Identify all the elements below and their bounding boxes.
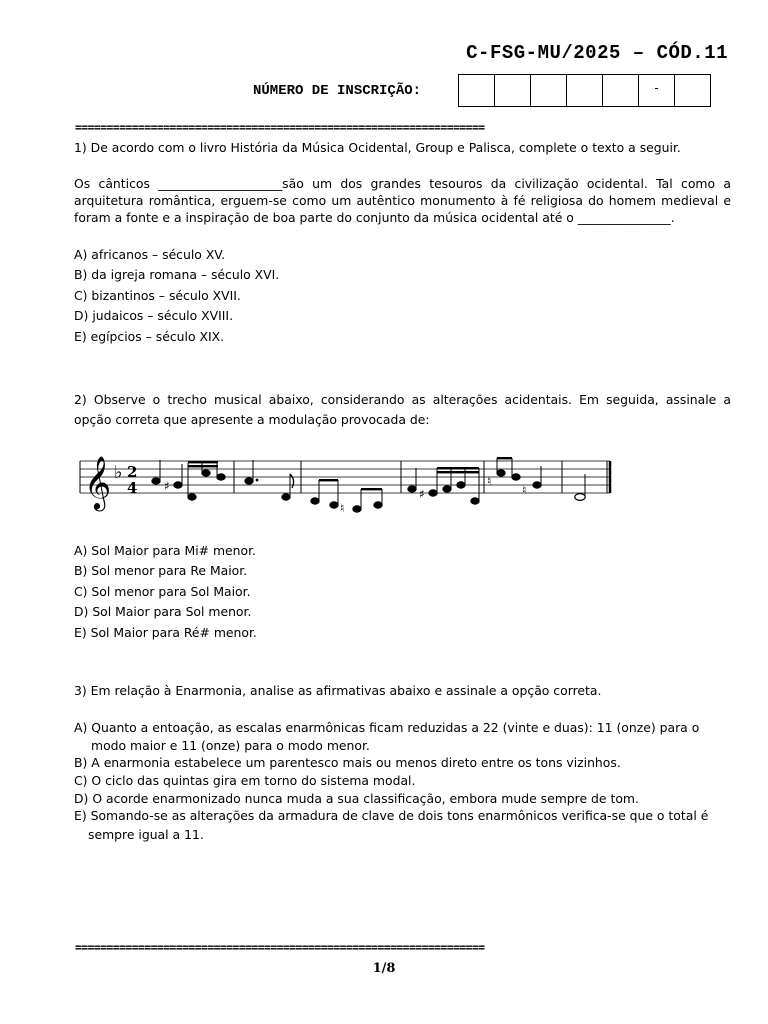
q3-option-e-continued: sempre igual a 11. [88,827,204,842]
time-signature-top: 2 [127,463,138,481]
q1-option-b[interactable]: B) da igreja romana – século XVI. [74,267,280,282]
q2-option-b[interactable]: B) Sol menor para Re Maior. [74,563,248,578]
q2-statement: 2) Observe o trecho musical abaixo, considerando as alterações acidentais. Em seguida, assinale a opção correta que apresente a modulação provocada de: [74,392,731,427]
q2-option-a[interactable]: A) Sol Maior para Mi# menor. [74,543,256,558]
q1-option-c[interactable]: C) bizantinos – século XVII. [74,288,241,303]
inscription-box[interactable] [602,74,639,107]
inscription-box[interactable] [494,74,531,107]
q3-option-d[interactable]: D) O acorde enarmonizado nunca muda a sua classificação, embora mude sempre de tom. [74,791,639,806]
q3-option-e[interactable]: E) Somando-se as alterações da armadura de clave de dois tons enarmônicos verifica-se que o total é [74,808,709,823]
inscription-boxes [459,74,711,107]
q1-option-a[interactable]: A) africanos – século XV. [74,247,226,262]
inscription-box[interactable] [530,74,567,107]
svg-text:♯: ♯ [164,479,170,493]
exam-code: C-FSG-MU/2025 – CÓD.11 [466,42,728,64]
svg-text:♯: ♯ [419,487,425,501]
page-number: 1/8 [372,961,396,976]
inscription-box[interactable] [458,74,495,107]
q3-statement: 3) Em relação à Enarmonia, analise as afirmativas abaixo e assinale a opção correta. [74,683,602,698]
inscription-label: NÚMERO DE INSCRIÇÃO: [253,83,422,99]
svg-text:♮: ♮ [487,474,492,488]
q1-option-d[interactable]: D) judaicos – século XVIII. [74,308,234,323]
q2-option-c[interactable]: C) Sol menor para Sol Maior. [74,584,251,599]
q3-option-b[interactable]: B) A enarmonia estabelece um parentesco mais ou menos direto entre os tons vizinhos. [74,755,621,770]
q1-option-e[interactable]: E) egípcios – século XIX. [74,329,225,344]
q3-option-a-continued: modo maior e 11 (onze) para o modo menor. [91,738,370,753]
q1-text: Os cânticos ____________________são um dos grandes tesouros da civilização ocidental. Tal como a arquitetura romântica, erguem-se como um autêntico monumento à fé religiosa do homem medieval e foram a fonte e a inspiração de boa parte do conjunto da música ocidental até o _______________. [74,176,731,225]
time-signature-bottom: 4 [127,479,138,497]
treble-clef-icon: 𝄞 [84,455,112,509]
inscription-box[interactable] [566,74,603,107]
separator-bottom: ================================================================= [75,941,485,954]
inscription-box[interactable] [674,74,711,107]
notes [152,457,585,515]
flat-icon: ♭ [114,462,123,483]
q2-option-e[interactable]: E) Sol Maior para Ré# menor. [74,625,257,640]
separator-top: ================================================================= [75,121,485,134]
svg-text:♮: ♮ [340,501,345,515]
q3-option-a[interactable]: A) Quanto a entoação, as escalas enarmônicas ficam reduzidas a 22 (vinte e duas): 11 (onze) para o [74,720,700,735]
music-excerpt [76,444,612,524]
inscription-box-dash: - [638,74,675,107]
q1-statement: 1) De acordo com o livro História da Música Ocidental, Group e Palisca, complete o texto a seguir. [74,140,681,155]
svg-text:♮: ♮ [522,483,527,497]
q3-option-c[interactable]: C) O ciclo das quintas gira em torno do sistema modal. [74,773,416,788]
q2-option-d[interactable]: D) Sol Maior para Sol menor. [74,604,252,619]
